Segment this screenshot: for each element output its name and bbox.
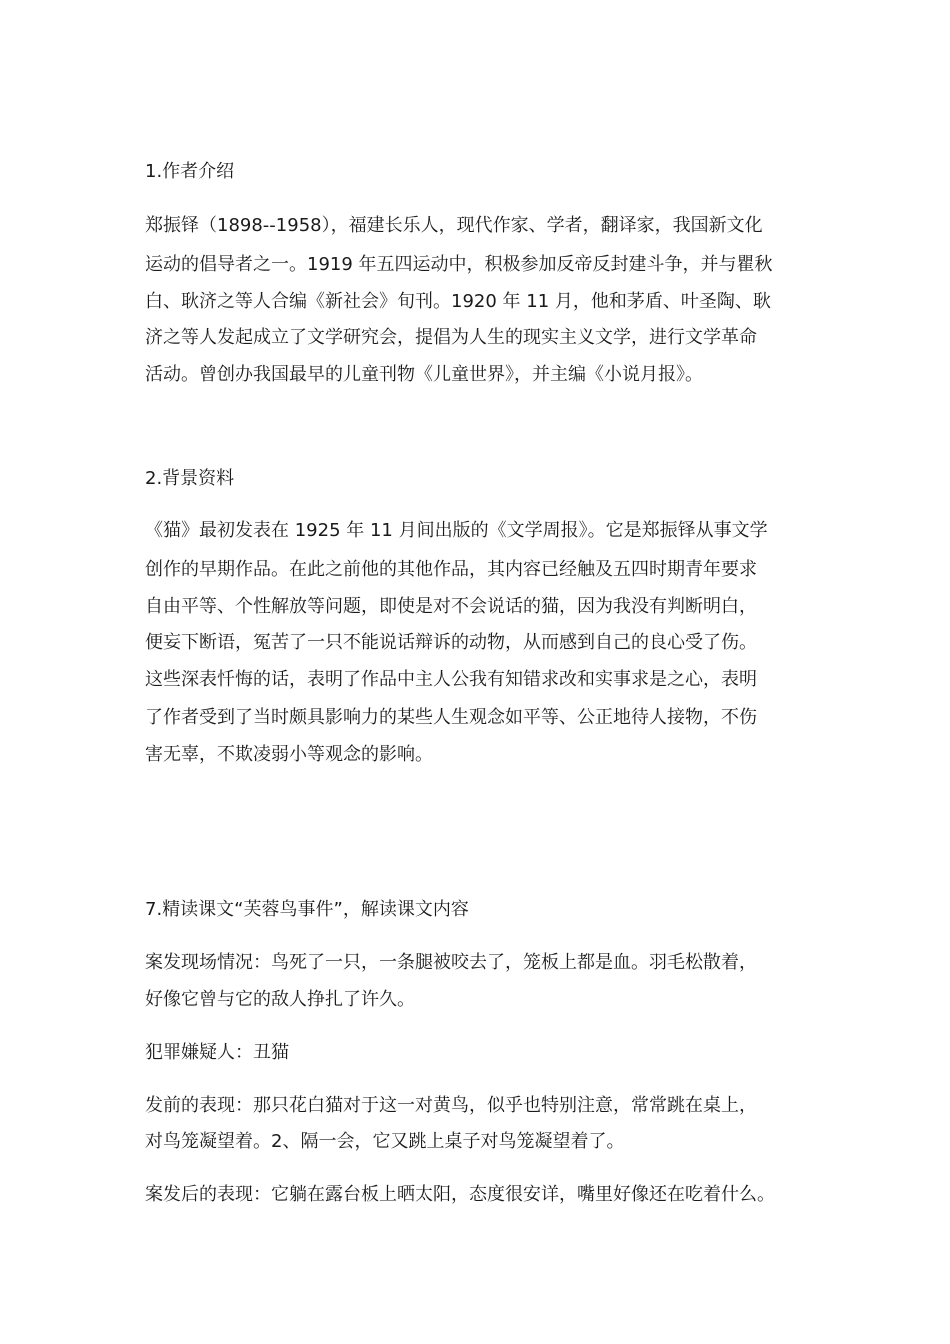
author-paragraph-line: 郑振铎（1898--1958），福建长乐人，现代作家、学者，翻译家，我国新文化 — [145, 215, 763, 236]
background-paragraph-line: 创作的早期作品。在此之前他的其他作品，其内容已经触及五四时期青年要求 — [145, 559, 757, 580]
background-paragraph-line: 自由平等、个性解放等问题，即使是对不会说话的猫，因为我没有判断明白， — [145, 596, 757, 617]
background-paragraph-line: 害无辜，不欺凌弱小等观念的影响。 — [145, 744, 433, 765]
section-heading-author: 1.作者介绍 — [145, 161, 235, 182]
suspect-line: 犯罪嫌疑人：丑猫 — [145, 1042, 289, 1063]
background-paragraph-line: 《猫》最初发表在 1925 年 11 月间出版的《文学周报》。它是郑振铎从事文学 — [145, 520, 768, 541]
scene-description-line: 案发现场情况：鸟死了一只，一条腿被咬去了，笼板上都是血。羽毛松散着， — [145, 952, 757, 973]
author-paragraph-line: 济之等人发起成立了文学研究会，提倡为人生的现实主义文学，进行文学革命 — [145, 327, 757, 348]
background-paragraph-line: 了作者受到了当时颇具影响力的某些人生观念如平等、公正地待人接物，不伤 — [145, 707, 757, 728]
author-paragraph-line: 白、耿济之等人合编《新社会》旬刊。1920 年 11 月，他和茅盾、叶圣陶、耿 — [145, 291, 771, 312]
before-incident-line: 对鸟笼凝望着。2、隔一会，它又跳上桌子对鸟笼凝望着了。 — [145, 1131, 625, 1152]
author-paragraph-line: 活动。曾创办我国最早的儿童刊物《儿童世界》，并主编《小说月报》。 — [145, 364, 703, 385]
section-heading-background: 2.背景资料 — [145, 468, 235, 489]
after-incident-line: 案发后的表现：它躺在露台板上晒太阳，态度很安详，嘴里好像还在吃着什么。 — [145, 1184, 775, 1205]
background-paragraph-line: 便妄下断语，冤苦了一只不能说话辩诉的动物，从而感到自己的良心受了伤。 — [145, 632, 757, 653]
section-heading-close-reading: 7.精读课文“芙蓉鸟事件”，解读课文内容 — [145, 899, 469, 920]
background-paragraph-line: 这些深表忏悔的话，表明了作品中主人公我有知错求改和实事求是之心，表明 — [145, 669, 757, 690]
before-incident-line: 发前的表现：那只花白猫对于这一对黄鸟，似乎也特别注意，常常跳在桌上， — [145, 1095, 757, 1116]
scene-description-line: 好像它曾与它的敌人挣扎了许久。 — [145, 989, 415, 1010]
author-paragraph-line: 运动的倡导者之一。1919 年五四运动中，积极参加反帝反封建斗争，并与瞿秋 — [145, 254, 773, 275]
